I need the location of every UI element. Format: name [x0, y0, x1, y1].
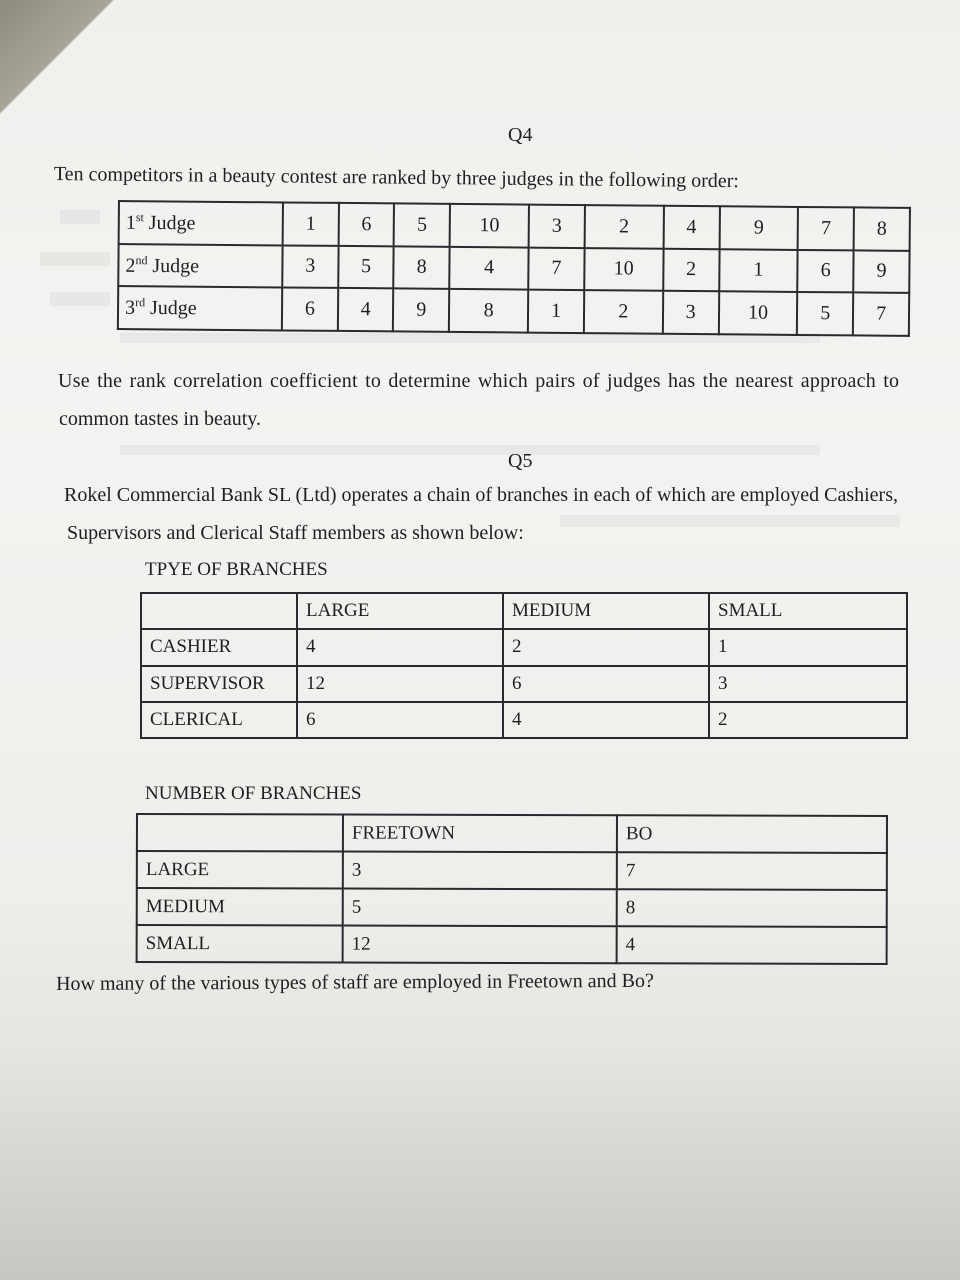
staff-table-header-row [141, 593, 907, 629]
branches-table-row-label: MEDIUM [137, 888, 343, 926]
number-of-branches-table [136, 813, 888, 965]
rank-cell: 1 [528, 290, 584, 333]
judge-word: Judge [152, 254, 200, 278]
judge-label [118, 244, 282, 288]
types-of-branches-caption: TPYE OF BRANCHES [145, 559, 328, 580]
rank-cell: 8 [449, 289, 528, 332]
rank-cell: 6 [338, 203, 394, 246]
bottom-shadow [0, 1050, 960, 1280]
staff-table-column-header: SMALL [709, 593, 907, 629]
staff-by-branch-type-table [140, 592, 908, 739]
rank-cell: 3 [663, 291, 719, 334]
rank-cell: 6 [798, 250, 854, 293]
rank-cell: 2 [584, 290, 663, 333]
rank-cell: 1 [719, 249, 798, 292]
q5-question: How many of the various types of staff are employed in Freetown and Bo? [56, 969, 654, 995]
page-corner-shadow [0, 0, 160, 120]
rank-cell: 2 [663, 248, 719, 291]
staff-table-row [141, 702, 907, 738]
judge-ordinal-suffix: st [135, 210, 144, 225]
rank-cell: 4 [449, 247, 528, 290]
judge-ordinal-suffix: rd [135, 295, 146, 310]
branches-table-cell: 3 [343, 852, 617, 890]
q5-intro-line1: Rokel Commercial Bank SL (Ltd) operates a chain of branches in each of which are employed Cashiers, [64, 484, 898, 506]
staff-table-row-label: CLERICAL [141, 702, 297, 738]
number-of-branches-caption: NUMBER OF BRANCHES [145, 783, 362, 804]
judge-label [119, 201, 283, 245]
rank-cell: 7 [798, 207, 854, 250]
branches-table-cell: 8 [617, 889, 887, 927]
judge-ordinal-suffix: nd [135, 252, 148, 267]
staff-table-column-header [141, 593, 297, 629]
rank-cell: 2 [584, 205, 663, 248]
rank-cell: 9 [853, 250, 909, 293]
staff-table-cell: 3 [709, 666, 907, 702]
branches-table-header-row [137, 814, 887, 853]
rank-cell: 10 [584, 248, 663, 291]
branches-table-row [137, 851, 887, 890]
staff-table-cell: 2 [503, 629, 709, 665]
branches-table-row-label: LARGE [137, 851, 343, 889]
judge-ordinal: 2 [125, 254, 136, 277]
q4-question-line2: common tastes in beauty. [59, 408, 261, 430]
branches-table-column-header: FREETOWN [343, 815, 617, 853]
judge-row [118, 244, 909, 294]
rank-cell: 10 [718, 292, 797, 335]
branches-table-cell: 5 [343, 889, 617, 927]
judge-ordinal: 1 [125, 211, 136, 234]
q4-question-line1: Use the rank correlation coefficient to determine which pairs of judges has the nearest approach to [58, 370, 900, 392]
branches-table-row [137, 925, 887, 964]
branches-table-column-header [137, 814, 343, 852]
staff-table-cell: 4 [503, 702, 709, 738]
staff-table-column-header: MEDIUM [503, 593, 709, 629]
rank-cell: 1 [283, 202, 339, 245]
judge-label [118, 286, 282, 330]
staff-table-cell: 4 [297, 629, 503, 665]
branches-table-cell: 4 [617, 926, 887, 964]
judge-ordinal: 3 [124, 297, 136, 320]
rank-cell: 10 [450, 204, 529, 247]
staff-table-cell: 6 [503, 666, 709, 702]
staff-table-column-header: LARGE [297, 593, 503, 629]
staff-table-row-label: CASHIER [141, 629, 297, 665]
judge-word: Judge [148, 211, 196, 235]
q4-intro: Ten competitors in a beauty contest are ranked by three judges in the following order: [53, 163, 740, 193]
rank-cell: 4 [338, 288, 394, 331]
branches-table-cell: 7 [617, 852, 887, 890]
judge-row [118, 286, 909, 336]
staff-table-cell: 12 [297, 666, 503, 702]
rank-cell: 5 [394, 203, 450, 246]
rank-cell: 5 [797, 292, 853, 335]
rank-cell: 3 [529, 205, 585, 248]
branches-table-row-label: SMALL [137, 925, 343, 963]
staff-table-cell: 1 [709, 629, 907, 665]
rank-cell: 4 [663, 206, 719, 249]
rank-cell: 6 [282, 288, 338, 331]
rank-cell: 5 [338, 246, 394, 289]
rank-cell: 9 [719, 206, 798, 249]
q5-intro-line2: Supervisors and Clerical Staff members as shown below: [67, 522, 524, 544]
branches-table-cell: 12 [343, 926, 617, 964]
q5-title: Q5 [508, 450, 533, 472]
rank-cell: 8 [394, 246, 450, 289]
branches-table-row [137, 888, 887, 927]
judge-word: Judge [149, 297, 197, 320]
rank-cell: 9 [393, 289, 449, 332]
staff-table-row-label: SUPERVISOR [141, 666, 297, 702]
judge-row [119, 201, 910, 251]
branches-table-column-header: BO [617, 815, 887, 853]
rank-cell: 7 [853, 293, 909, 336]
judges-ranking-table [117, 200, 911, 337]
staff-table-row [141, 629, 907, 665]
staff-table-cell: 2 [709, 702, 907, 738]
rank-cell: 8 [854, 207, 910, 250]
q4-title: Q4 [508, 124, 533, 146]
rank-cell: 7 [528, 247, 584, 290]
staff-table-row [141, 666, 907, 702]
staff-table-cell: 6 [297, 702, 503, 738]
rank-cell: 3 [282, 245, 338, 288]
